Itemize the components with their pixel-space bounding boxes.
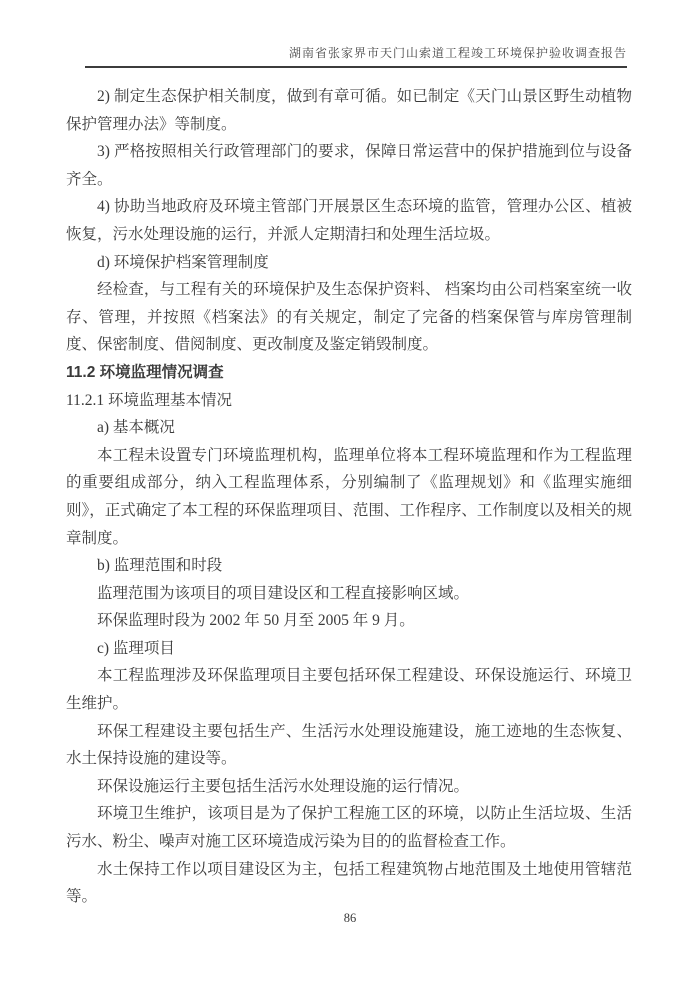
- list-item-4: 4) 协助当地政府及环境主管部门开展景区生态环境的监管，管理办公区、植被恢复，污水处理设施的运行，并派人定期清扫和处理生活垃圾。: [66, 198, 632, 243]
- document-body: [66, 83, 632, 911]
- soil-paragraph: 水土保持工作以项目建设区为主，包括工程建筑物占地范围及土地使用管辖范等。: [66, 860, 632, 906]
- list-item-2: 2) 制定生态保护相关制度，做到有章可循。如已制定《天门山景区野生动植物保护管理办法》等制度。: [66, 88, 632, 133]
- construction-paragraph: 环保工程建设主要包括生产、生活污水处理设施建设，施工迹地的生态恢复、水土保持设施的建设等。: [66, 722, 632, 768]
- list-item-3: 3) 严格按照相关行政管理部门的要求，保障日常运营中的保护措施到位与设备齐全。: [66, 143, 632, 188]
- scope-paragraph: 监理范围为该项目的项目建设区和工程直接影响区域。: [97, 584, 470, 602]
- list-item-a: a) 基本概况: [97, 419, 175, 437]
- period-paragraph: 环保监理时段为 2002 年 50 月至 2005 年 9 月。: [97, 612, 415, 630]
- subsection-heading-11-2-1: 11.2.1 环境监理基本情况: [66, 391, 233, 409]
- list-item-d: d) 环境保护档案管理制度: [97, 253, 269, 271]
- overview-paragraph: 本工程未设置专门环境监理机构，监理单位将本工程环境监理和作为工程监理的重要组成部分，纳入工程监理体系，分别编制了《监理规划》和《监理实施细则》，正式确定了本工程的环保监理项目、范围、工作程序、工作制度以及相关的规章制度。: [66, 446, 632, 547]
- archive-paragraph: 经检查，与工程有关的环境保护及生态保护资料、 档案均由公司档案室统一收存、管理，并按照《档案法》的有关规定，制定了完备的档案保管与库房管理制度、保密制度、借阅制度、更改制度及鉴定销毁制度。: [66, 281, 632, 354]
- section-heading-11-2: 11.2 环境监理情况调查: [66, 363, 224, 381]
- list-item-c: c) 监理项目: [97, 639, 175, 657]
- page-header: [85, 44, 627, 68]
- operation-paragraph: 环保设施运行主要包括生活污水处理设施的运行情况。: [97, 777, 470, 795]
- sanitation-paragraph: 环境卫生维护，该项目是为了保护工程施工区的环境，以防止生活垃圾、生活污水、粉尘、噪声对施工区环境造成污染为目的的监督检查工作。: [66, 805, 632, 851]
- page-footer: [0, 911, 700, 926]
- header-title: 湖南省张家界市天门山索道工程竣工环境保护验收调查报告: [288, 46, 627, 60]
- list-item-b: b) 监理范围和时段: [97, 557, 223, 575]
- page-number: 86: [343, 911, 357, 925]
- projects-paragraph: 本工程监理涉及环保监理项目主要包括环保工程建设、环保设施运行、环境卫生维护。: [66, 667, 632, 713]
